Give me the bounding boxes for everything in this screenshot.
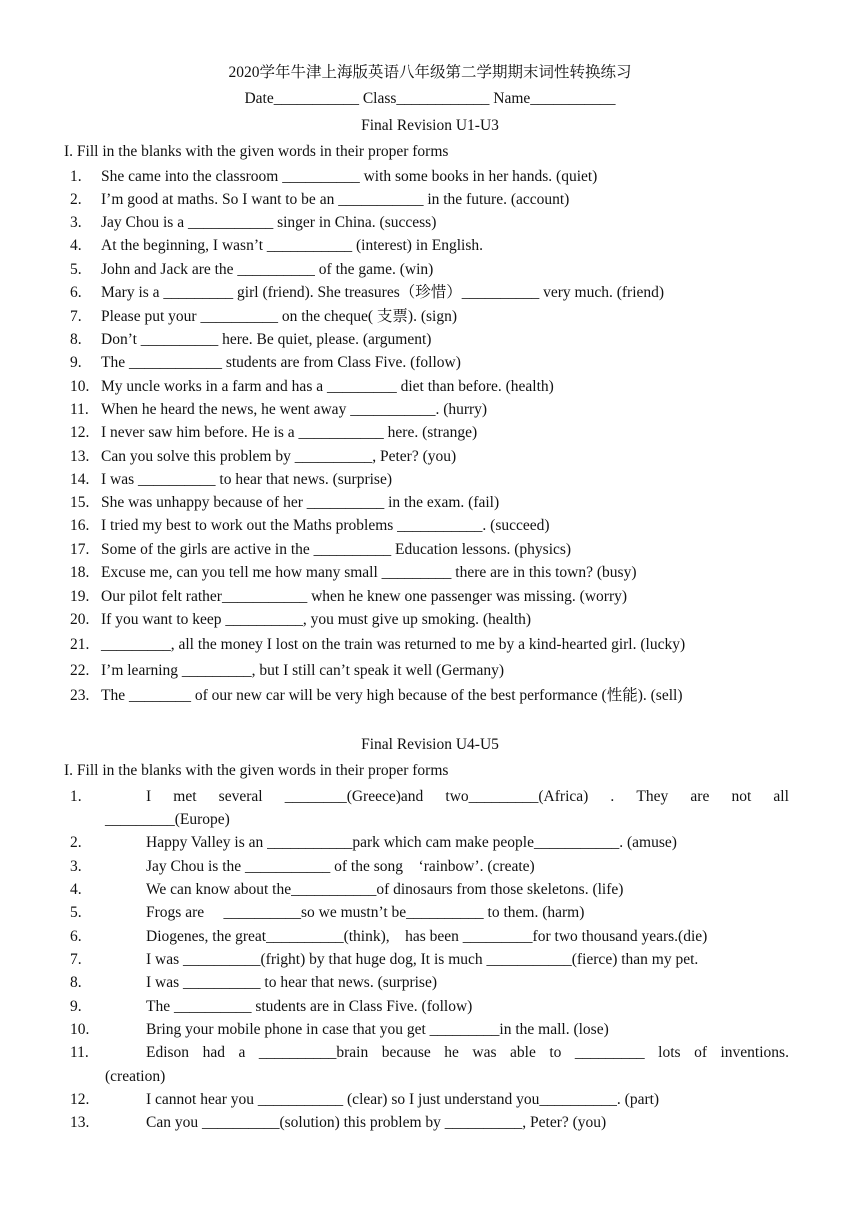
question-text: Jay Chou is a ___________ singer in China. (success) xyxy=(101,214,437,231)
question-number: 18. xyxy=(70,564,90,581)
question-text-justified xyxy=(146,787,789,807)
question-number: 3. xyxy=(70,214,82,231)
question-number: 5. xyxy=(70,904,82,921)
question-word: to xyxy=(549,1044,562,1061)
question-number: 2. xyxy=(70,191,82,208)
question-number: 4. xyxy=(70,881,82,898)
question-text: I cannot hear you ___________ (clear) so I just understand you__________. (part) xyxy=(146,1091,660,1108)
question-number: 6. xyxy=(70,928,82,945)
question-number: 13. xyxy=(70,1114,90,1131)
question-word: _________ xyxy=(574,1044,645,1061)
question-continuation: (creation) xyxy=(105,1068,166,1085)
question-number: 9. xyxy=(70,354,82,371)
question-word: a xyxy=(238,1044,246,1061)
question-number: 8. xyxy=(70,974,82,991)
question-number: 14. xyxy=(70,471,90,488)
question-text: I never saw him before. He is a ___________ here. (strange) xyxy=(101,424,478,441)
question-text: When he heard the news, he went away ___________. (hurry) xyxy=(101,401,488,418)
question-word: of xyxy=(694,1044,707,1061)
question-number: 16. xyxy=(70,517,90,534)
question-number: 19. xyxy=(70,588,90,605)
question-number: 7. xyxy=(70,951,82,968)
question-continuation: _________(Europe) xyxy=(105,811,230,828)
question-text: Bring your mobile phone in case that you get _________in the mall. (lose) xyxy=(146,1021,609,1038)
question-number: 12. xyxy=(70,424,90,441)
question-number: 9. xyxy=(70,998,82,1015)
question-word: able xyxy=(510,1044,536,1061)
question-word: two_________(Africa) xyxy=(445,788,589,805)
question-number: 1. xyxy=(70,168,82,185)
question-text: John and Jack are the __________ of the game. (win) xyxy=(101,261,434,278)
question-text: The __________ students are in Class Five. (follow) xyxy=(146,998,473,1015)
question-text: _________, all the money I lost on the train was returned to me by a kind-hearted girl. (lucky) xyxy=(101,636,686,653)
question-text: Mary is a _________ girl (friend). She treasures（珍惜）__________ very much. (friend) xyxy=(101,284,665,301)
question-text: Frogs are __________so we mustn’t be__________ to them. (harm) xyxy=(146,904,585,921)
question-number: 21. xyxy=(70,636,90,653)
section-title-u1-u3: Final Revision U1-U3 xyxy=(361,117,499,134)
part1-instruction: I. Fill in the blanks with the given words in their proper forms xyxy=(64,143,449,160)
question-text: She came into the classroom __________ with some books in her hands. (quiet) xyxy=(101,168,598,185)
question-number: 8. xyxy=(70,331,82,348)
question-text: I tried my best to work out the Maths problems ___________. (succeed) xyxy=(101,517,550,534)
question-text: Some of the girls are active in the __________ Education lessons. (physics) xyxy=(101,541,572,558)
question-number: 1. xyxy=(70,788,82,805)
question-number: 15. xyxy=(70,494,90,511)
question-text: Our pilot felt rather___________ when he knew one passenger was missing. (worry) xyxy=(101,588,628,605)
question-word: . xyxy=(610,788,615,805)
question-word: I xyxy=(146,788,152,805)
question-number: 3. xyxy=(70,858,82,875)
question-number: 11. xyxy=(70,401,89,418)
question-word: lots xyxy=(658,1044,681,1061)
question-word: he xyxy=(444,1044,459,1061)
question-number: 20. xyxy=(70,611,90,628)
question-word: was xyxy=(472,1044,497,1061)
question-text: The ________ of our new car will be very high because of the best performance (性能). (sell) xyxy=(101,687,683,704)
question-number: 17. xyxy=(70,541,90,558)
question-text: I’m learning _________, but I still can’t speak it well (Germany) xyxy=(101,662,505,679)
question-text: Please put your __________ on the cheque( 支票). (sign) xyxy=(101,308,458,325)
question-text: Jay Chou is the ___________ of the song ‘rainbow’. (create) xyxy=(146,858,535,875)
question-word: Edison xyxy=(146,1044,190,1061)
question-text: Don’t __________ here. Be quiet, please. (argument) xyxy=(101,331,432,348)
page-title: 2020学年牛津上海版英语八年级第二学期期末词性转换练习 xyxy=(228,64,632,81)
question-word: __________brain xyxy=(258,1044,369,1061)
question-word: are xyxy=(690,788,710,805)
question-text: If you want to keep __________, you must give up smoking. (health) xyxy=(101,611,532,628)
question-number: 5. xyxy=(70,261,82,278)
question-number: 4. xyxy=(70,237,82,254)
question-number: 10. xyxy=(70,1021,90,1038)
question-text: The ____________ students are from Class Five. (follow) xyxy=(101,354,461,371)
question-text-justified xyxy=(146,1043,789,1063)
question-word: They xyxy=(636,788,669,805)
question-text: I’m good at maths. So I want to be an ___________ in the future. (account) xyxy=(101,191,570,208)
question-number: 13. xyxy=(70,448,90,465)
question-number: 10. xyxy=(70,378,90,395)
question-number: 22. xyxy=(70,662,90,679)
info-line: Date___________ Class____________ Name___________ xyxy=(244,90,616,107)
question-text: Diogenes, the great__________(think), has been _________for two thousand years.(die) xyxy=(146,928,708,945)
question-word: all xyxy=(773,788,789,805)
question-text: I was __________ to hear that news. (surprise) xyxy=(101,471,392,488)
question-text: Excuse me, can you tell me how many small _________ there are in this town? (busy) xyxy=(101,564,637,581)
question-text: Happy Valley is an ___________park which cam make people___________. (amuse) xyxy=(146,834,677,851)
question-number: 2. xyxy=(70,834,82,851)
question-text: We can know about the___________of dinosaurs from those skeletons. (life) xyxy=(146,881,624,898)
question-text: Can you __________(solution) this problem by __________, Peter? (you) xyxy=(146,1114,607,1131)
question-word: had xyxy=(202,1044,225,1061)
question-text: I was __________ to hear that news. (surprise) xyxy=(146,974,437,991)
question-text: I was __________(fright) by that huge dog, It is much ___________(fierce) than my pet. xyxy=(146,951,699,968)
question-text: At the beginning, I wasn’t ___________ (interest) in English. xyxy=(101,237,483,254)
question-number: 23. xyxy=(70,687,90,704)
question-text: Can you solve this problem by __________, Peter? (you) xyxy=(101,448,457,465)
question-text: My uncle works in a farm and has a _________ diet than before. (health) xyxy=(101,378,554,395)
question-word: ________(Greece)and xyxy=(284,788,424,805)
question-word: inventions. xyxy=(720,1044,789,1061)
question-word: met xyxy=(173,788,197,805)
question-text: She was unhappy because of her __________ in the exam. (fail) xyxy=(101,494,500,511)
question-word: several xyxy=(218,788,263,805)
question-number: 6. xyxy=(70,284,82,301)
question-word: because xyxy=(381,1044,431,1061)
part2-instruction: I. Fill in the blanks with the given words in their proper forms xyxy=(64,762,449,779)
question-number: 12. xyxy=(70,1091,90,1108)
question-number: 11. xyxy=(70,1044,89,1061)
question-word: not xyxy=(731,788,752,805)
section-title-u4-u5: Final Revision U4-U5 xyxy=(361,736,499,753)
question-number: 7. xyxy=(70,308,82,325)
